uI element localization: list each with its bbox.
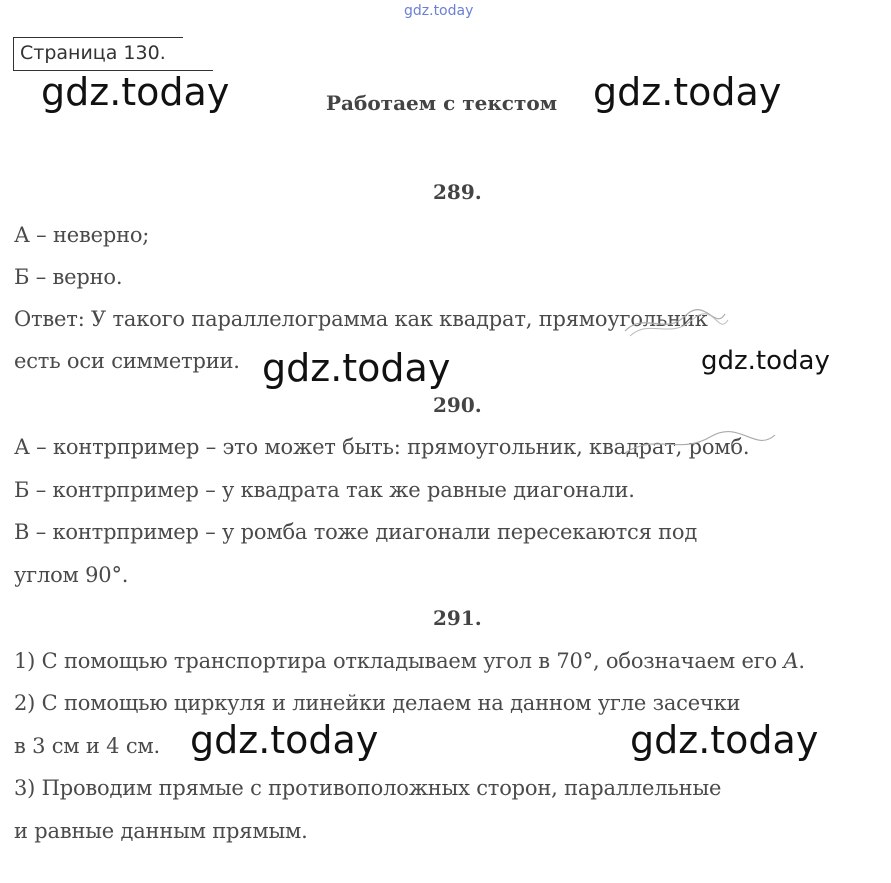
- watermark: gdz.today: [630, 718, 819, 762]
- page-label: Страница 130.: [13, 37, 183, 70]
- task-291-line-1-text: 1) С помощью транспортира откладываем угол в 70°, обозначаем его: [14, 649, 784, 673]
- task-number-289: 289.: [433, 180, 482, 204]
- watermark: gdz.today: [262, 346, 451, 390]
- task-291-line-3: в 3 см и 4 см.: [14, 734, 160, 758]
- task-290-line-4: углом 90°.: [14, 563, 129, 587]
- task-289-line-4: есть оси симметрии.: [14, 349, 240, 373]
- watermark: gdz.today: [41, 70, 230, 114]
- watermark: gdz.today: [701, 346, 830, 376]
- section-title: Работаем с текстом: [326, 91, 558, 115]
- task-290-line-1: А – контрпример – это может быть: прямоугольник, квадрат, ромб.: [14, 435, 750, 459]
- task-291-line-1: [14, 649, 805, 673]
- scribble-mark: [620, 306, 730, 346]
- task-289-line-1: А – неверно;: [14, 223, 150, 247]
- watermark: gdz.today: [190, 718, 379, 762]
- task-number-290: 290.: [433, 393, 482, 417]
- task-291-line-5: и равные данным прямым.: [14, 819, 308, 843]
- top-watermark: gdz.today: [404, 3, 474, 19]
- task-291-line-1-end: .: [798, 649, 805, 673]
- task-289-line-2: Б – верно.: [14, 265, 123, 289]
- task-290-line-2: Б – контрпример – у квадрата так же равные диагонали.: [14, 478, 635, 502]
- task-290-line-3: В – контрпример – у ромба тоже диагонали пересекаются под: [14, 520, 698, 544]
- task-289-line-3: Ответ: У такого параллелограмма как квадрат, прямоугольник: [14, 307, 708, 331]
- task-number-291: 291.: [433, 606, 482, 630]
- watermark: gdz.today: [593, 70, 782, 114]
- task-291-line-4: 3) Проводим прямые с противоположных сторон, параллельные: [14, 776, 722, 800]
- scribble-mark: [620, 425, 780, 461]
- task-291-line-2: 2) С помощью циркуля и линейки делаем на данном угле засечки: [14, 691, 741, 715]
- angle-variable: A: [783, 649, 799, 673]
